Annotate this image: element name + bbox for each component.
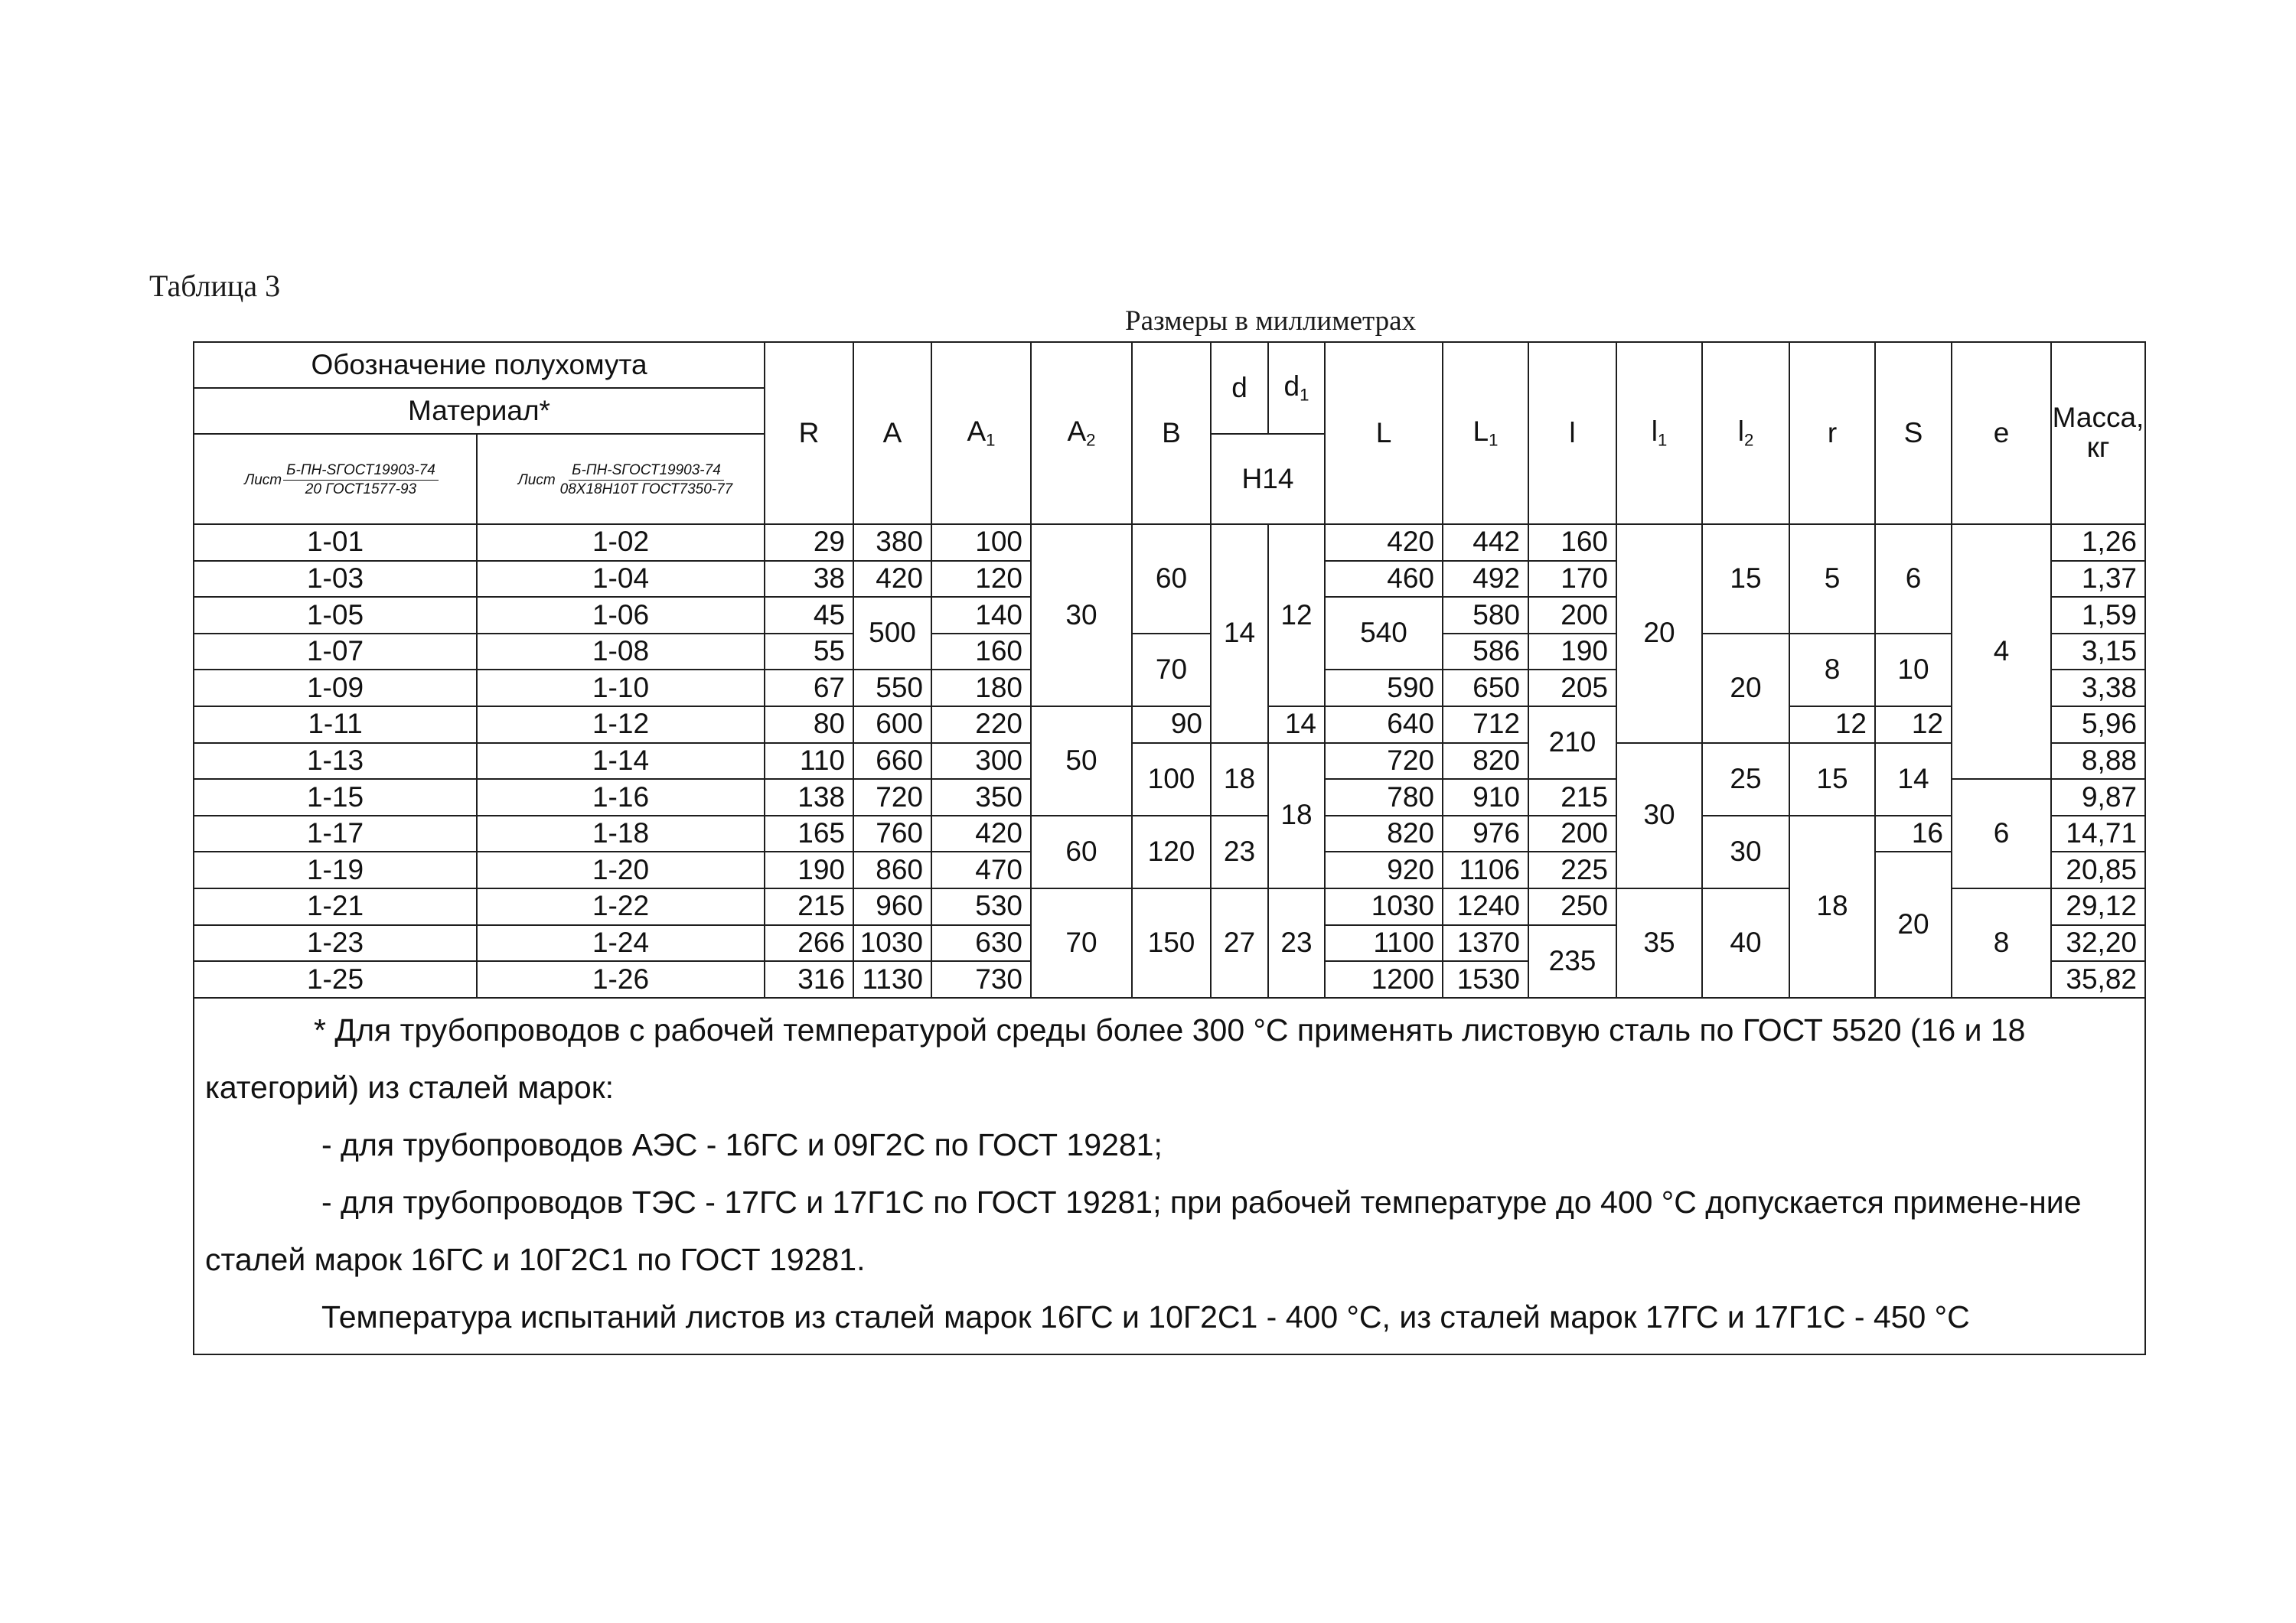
cell-l2: 15: [1702, 524, 1789, 634]
footnote: [194, 998, 2145, 1354]
cell-B: 150: [1132, 888, 1211, 998]
cell-R: 215: [765, 888, 853, 925]
footnote-paragraph: * Для трубопроводов с рабочей температурой среды более 300 °С применять листовую сталь по ГОСТ 5520 (16 и 18 категорий) из сталей марок:: [205, 1012, 2026, 1105]
cell-L: 640: [1325, 706, 1443, 743]
col-header-l: l: [1528, 342, 1616, 524]
cell-L1: 586: [1443, 634, 1528, 670]
cell-A: 960: [853, 888, 931, 925]
designation-header: Обозначение полухомута: [194, 342, 765, 388]
cell-designation-2: 1-22: [477, 888, 765, 925]
col-header-L1: $L_1$: [1443, 342, 1528, 524]
col-header-l1: $l_1$: [1616, 342, 1702, 524]
cell-R: 138: [765, 779, 853, 816]
cell-l1: 30: [1616, 743, 1702, 888]
cell-designation-2: 1-10: [477, 670, 765, 706]
cell-designation-2: 1-06: [477, 597, 765, 634]
cell-A: 860: [853, 852, 931, 888]
cell-l2: 30: [1702, 816, 1789, 888]
cell-designation-1: 1-09: [194, 670, 477, 706]
cell-mass: 14,71: [2051, 816, 2145, 852]
col-header-B: B: [1132, 342, 1211, 524]
cell-e: 8: [1952, 888, 2051, 998]
units-caption: Размеры в миллиметрах: [1125, 305, 1417, 337]
cell-L1: 492: [1443, 561, 1528, 598]
cell-A2: 70: [1031, 888, 1132, 998]
cell-L1: 1530: [1443, 961, 1528, 998]
cell-l2: 25: [1702, 743, 1789, 816]
cell-designation-1: 1-25: [194, 961, 477, 998]
cell-S: 14: [1875, 743, 1952, 816]
cell-e: 4: [1952, 524, 2051, 779]
cell-A: 550: [853, 670, 931, 706]
col-header-d1: $d_1$: [1268, 342, 1325, 434]
cell-l: 200: [1528, 597, 1616, 634]
cell-L: 1200: [1325, 961, 1443, 998]
cell-designation-2: 1-16: [477, 779, 765, 816]
cell-L: 1030: [1325, 888, 1443, 925]
cell-r: 12: [1789, 706, 1875, 743]
cell-l1: 20: [1616, 524, 1702, 743]
cell-designation-2: 1-20: [477, 852, 765, 888]
cell-mass: 20,85: [2051, 852, 2145, 888]
cell-L1: 580: [1443, 597, 1528, 634]
cell-S: 20: [1875, 852, 1952, 997]
cell-designation-1: 1-17: [194, 816, 477, 852]
material-header: Материал*: [194, 388, 765, 434]
col-header-d: d: [1211, 342, 1268, 434]
cell-A1: 220: [931, 706, 1031, 743]
cell-mass: 8,88: [2051, 743, 2145, 780]
cell-L1: 820: [1443, 743, 1528, 780]
col-header-A1: $A_1$: [931, 342, 1031, 524]
cell-L: 590: [1325, 670, 1443, 706]
cell-A1: 730: [931, 961, 1031, 998]
cell-mass: 1,59: [2051, 597, 2145, 634]
cell-l: 190: [1528, 634, 1616, 670]
cell-mass: 32,20: [2051, 925, 2145, 962]
cell-designation-1: 1-19: [194, 852, 477, 888]
cell-L: 420: [1325, 524, 1443, 561]
dimensions-table: [193, 341, 2146, 1355]
cell-L1: 976: [1443, 816, 1528, 852]
cell-R: 190: [765, 852, 853, 888]
cell-A2: 50: [1031, 706, 1132, 816]
cell-l: 225: [1528, 852, 1616, 888]
cell-d: 14: [1211, 524, 1268, 743]
cell-l2: 20: [1702, 634, 1789, 743]
cell-R: 29: [765, 524, 853, 561]
cell-d1: 12: [1268, 524, 1325, 706]
cell-A1: 300: [931, 743, 1031, 780]
material-2-header: Лист Б-ПН-SГОСТ19903-74 08Х18Н10Т ГОСТ7350-77: [477, 434, 765, 524]
cell-designation-1: 1-01: [194, 524, 477, 561]
cell-designation-1: 1-13: [194, 743, 477, 780]
cell-L: 820: [1325, 816, 1443, 852]
cell-designation-1: 1-21: [194, 888, 477, 925]
cell-L1: 1106: [1443, 852, 1528, 888]
cell-l: 210: [1528, 706, 1616, 779]
cell-d: 27: [1211, 888, 1268, 998]
cell-A1: 420: [931, 816, 1031, 852]
cell-designation-1: 1-03: [194, 561, 477, 598]
footnote-paragraph: - для трубопроводов АЭС - 16ГС и 09Г2С по ГОСТ 19281;: [321, 1126, 1163, 1162]
cell-designation-1: 1-05: [194, 597, 477, 634]
cell-A: 500: [853, 597, 931, 670]
cell-designation-2: 1-12: [477, 706, 765, 743]
cell-L1: 1240: [1443, 888, 1528, 925]
cell-A2: 30: [1031, 524, 1132, 706]
cell-L1: 650: [1443, 670, 1528, 706]
cell-l: 205: [1528, 670, 1616, 706]
col-header-S: S: [1875, 342, 1952, 524]
col-header-mass: Масса, кг: [2051, 342, 2145, 524]
cell-designation-2: 1-02: [477, 524, 765, 561]
cell-A: 760: [853, 816, 931, 852]
cell-A: 1030: [853, 925, 931, 962]
cell-mass: 35,82: [2051, 961, 2145, 998]
cell-A: 600: [853, 706, 931, 743]
cell-designation-2: 1-24: [477, 925, 765, 962]
cell-l: 250: [1528, 888, 1616, 925]
cell-A: 720: [853, 779, 931, 816]
cell-designation-1: 1-11: [194, 706, 477, 743]
cell-R: 38: [765, 561, 853, 598]
table-row: [194, 816, 2145, 852]
cell-A: 660: [853, 743, 931, 780]
cell-r: 15: [1789, 743, 1875, 816]
cell-d1: 18: [1268, 743, 1325, 888]
cell-A1: 180: [931, 670, 1031, 706]
cell-mass: 9,87: [2051, 779, 2145, 816]
cell-B: 60: [1132, 524, 1211, 634]
cell-l: 215: [1528, 779, 1616, 816]
table-row: [194, 743, 2145, 780]
cell-R: 165: [765, 816, 853, 852]
cell-designation-1: 1-23: [194, 925, 477, 962]
cell-mass: 1,37: [2051, 561, 2145, 598]
cell-l: 170: [1528, 561, 1616, 598]
footnote-row: [194, 998, 2145, 1354]
cell-A1: 140: [931, 597, 1031, 634]
cell-designation-2: 1-04: [477, 561, 765, 598]
cell-designation-2: 1-26: [477, 961, 765, 998]
cell-L: 540: [1325, 597, 1443, 670]
cell-A2: 60: [1031, 816, 1132, 888]
cell-R: 80: [765, 706, 853, 743]
cell-l: 200: [1528, 816, 1616, 852]
cell-L: 920: [1325, 852, 1443, 888]
cell-R: 316: [765, 961, 853, 998]
cell-designation-1: 1-07: [194, 634, 477, 670]
col-header-A: A: [853, 342, 931, 524]
cell-L: 780: [1325, 779, 1443, 816]
cell-l: 160: [1528, 524, 1616, 561]
cell-L: 720: [1325, 743, 1443, 780]
cell-A: 380: [853, 524, 931, 561]
cell-B: 100: [1132, 743, 1211, 816]
cell-mass: 29,12: [2051, 888, 2145, 925]
col-header-L: L: [1325, 342, 1443, 524]
col-header-r: r: [1789, 342, 1875, 524]
cell-d: 23: [1211, 816, 1268, 888]
cell-S: 10: [1875, 634, 1952, 706]
cell-L: 1100: [1325, 925, 1443, 962]
cell-A1: 350: [931, 779, 1031, 816]
cell-r: 5: [1789, 524, 1875, 634]
cell-designation-2: 1-08: [477, 634, 765, 670]
cell-mass: 3,15: [2051, 634, 2145, 670]
table-row: [194, 706, 2145, 743]
cell-S: 16: [1875, 816, 1952, 852]
cell-L1: 910: [1443, 779, 1528, 816]
cell-l: 235: [1528, 925, 1616, 998]
cell-mass: 5,96: [2051, 706, 2145, 743]
cell-designation-1: 1-15: [194, 779, 477, 816]
cell-d1: 14: [1268, 706, 1325, 743]
cell-B: 120: [1132, 816, 1211, 888]
cell-R: 266: [765, 925, 853, 962]
col-header-A2: $A_2$: [1031, 342, 1132, 524]
cell-A: 420: [853, 561, 931, 598]
cell-R: 110: [765, 743, 853, 780]
cell-designation-2: 1-18: [477, 816, 765, 852]
cell-A1: 530: [931, 888, 1031, 925]
footnote-paragraph: Температура испытаний листов из сталей марок 16ГС и 10Г2С1 - 400 °С, из сталей марок 17ГС и 17Г1С - 450 °С: [321, 1299, 1970, 1335]
col-header-e: e: [1952, 342, 2051, 524]
table-title: Таблица 3: [149, 269, 281, 303]
col-header-l2: $l_2$: [1702, 342, 1789, 524]
cell-A1: 160: [931, 634, 1031, 670]
cell-l2: 40: [1702, 888, 1789, 998]
cell-r: 8: [1789, 634, 1875, 706]
footnote-paragraph: - для трубопроводов ТЭС - 17ГС и 17Г1С по ГОСТ 19281; при рабочей температуре до 400 °С допускается примене-ние сталей марок 16ГС и 10Г2С1 по ГОСТ 19281.: [205, 1184, 2082, 1277]
cell-R: 45: [765, 597, 853, 634]
cell-mass: 1,26: [2051, 524, 2145, 561]
cell-L1: 1370: [1443, 925, 1528, 962]
cell-l1: 35: [1616, 888, 1702, 998]
cell-B: 70: [1132, 634, 1211, 706]
cell-L1: 442: [1443, 524, 1528, 561]
cell-A: 1130: [853, 961, 931, 998]
tolerance-header: H14: [1211, 434, 1325, 524]
cell-L: 460: [1325, 561, 1443, 598]
table-row: [194, 524, 2145, 561]
cell-A1: 120: [931, 561, 1031, 598]
cell-S: 12: [1875, 706, 1952, 743]
cell-A1: 630: [931, 925, 1031, 962]
table-row: [194, 634, 2145, 670]
cell-mass: 3,38: [2051, 670, 2145, 706]
cell-R: 55: [765, 634, 853, 670]
cell-A1: 470: [931, 852, 1031, 888]
cell-d1: 23: [1268, 888, 1325, 998]
cell-A1: 100: [931, 524, 1031, 561]
col-header-R: R: [765, 342, 853, 524]
cell-r: 18: [1789, 816, 1875, 998]
cell-S: 6: [1875, 524, 1952, 634]
cell-d: 18: [1211, 743, 1268, 816]
material-1-header: Лист Б-ПН-SГОСТ19903-74 20 ГОСТ1577-93: [194, 434, 477, 524]
cell-designation-2: 1-14: [477, 743, 765, 780]
cell-R: 67: [765, 670, 853, 706]
cell-e: 6: [1952, 779, 2051, 888]
cell-B: 90: [1132, 706, 1211, 743]
cell-L1: 712: [1443, 706, 1528, 743]
